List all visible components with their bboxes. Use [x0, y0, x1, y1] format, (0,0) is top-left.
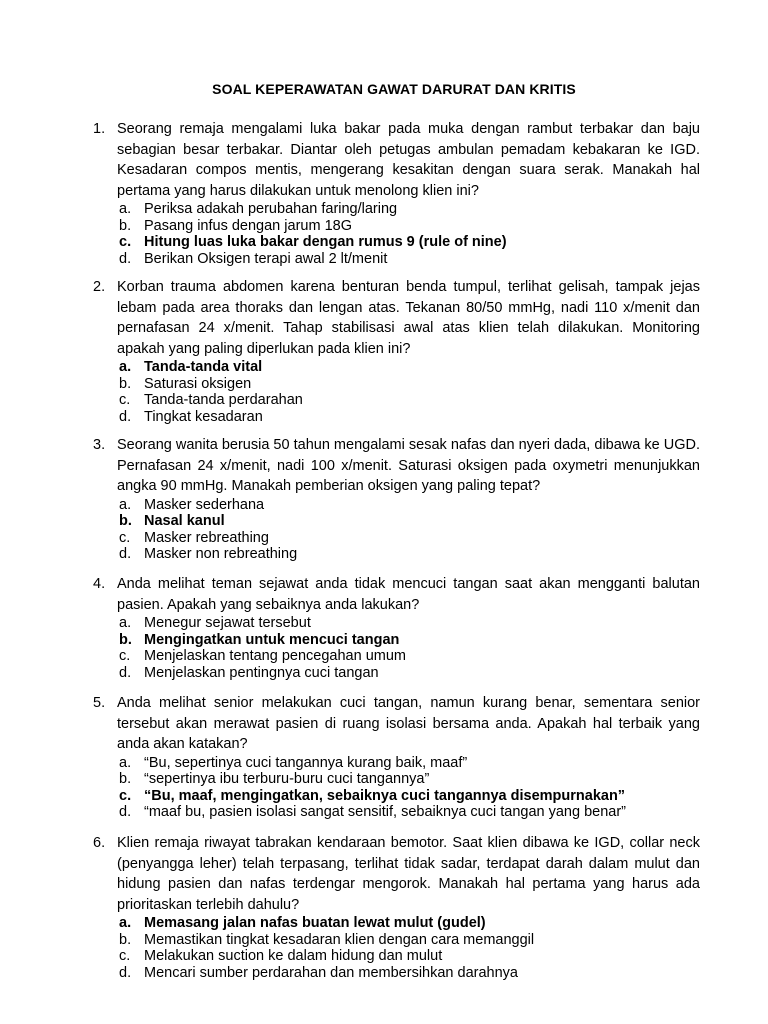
option-a — [119, 497, 700, 514]
option-letter: a. — [119, 915, 132, 931]
option-letter: a. — [119, 359, 132, 375]
option-c — [119, 788, 700, 805]
answer-options — [119, 915, 700, 981]
option-letter: b. — [119, 631, 132, 648]
option-letter: d. — [119, 408, 132, 425]
option-text: Masker rebreathing — [144, 529, 269, 546]
option-text: Menegur sejawat tersebut — [144, 615, 311, 631]
option-text: Masker sederhana — [144, 496, 265, 513]
option-letter: c. — [119, 529, 131, 546]
option-c — [119, 234, 700, 251]
option-text: Berikan Oksigen terapi awal 2 lt/menit — [144, 250, 388, 267]
answer-options — [119, 359, 700, 425]
option-letter: d. — [119, 964, 132, 981]
option-letter: d. — [119, 804, 132, 820]
question-text: Seorang remaja mengalami luka bakar pada muka dengan rambut terbakar dan baju sebagian besar terbakar. Diantar oleh petugas ambulan pemadam kebakaran ke IGD. Kesadaran compos mentis, mengerang kesakitan dengan suara serak. Manakah hal pertama yang harus dilakukan untuk menolong klien ini? — [117, 121, 700, 199]
option-text: Pasang infus dengan jarum 18G — [144, 217, 352, 234]
option-letter: c. — [119, 392, 131, 408]
option-text: “sepertinya ibu terburu-buru cuci tangannya” — [144, 771, 430, 787]
option-a — [119, 615, 700, 632]
option-text: “Bu, sepertinya cuci tangannya kurang baik, maaf” — [144, 754, 468, 771]
option-letter: d. — [119, 250, 132, 267]
question-number: 6. — [93, 835, 106, 851]
question-text: Klien remaja riwayat tabrakan kendaraan bemotor. Saat klien dibawa ke IGD, collar neck (penyangga leher) telah terpasang, terlihat tidak sadar, terdapat darah dalam mulut dan hidung pasien dan nafas terdengar mengorok. Manakah hal pertama yang harus ada prioritaskan terlebih dahulu? — [117, 835, 700, 913]
option-letter: c. — [119, 648, 131, 664]
option-b — [119, 218, 700, 235]
option-text: Periksa adakah perubahan faring/laring — [144, 201, 398, 217]
question-text: Anda melihat senior melakukan cuci tangan, namun kurang benar, sementara senior tersebut akan merawat pasien di ruang isolasi bersama anda. Apakah hal terbaik yang anda akan katakan? — [117, 695, 700, 752]
option-d — [119, 965, 700, 982]
option-text: Nasal kanul — [144, 513, 225, 529]
option-text: Masker non rebreathing — [144, 546, 298, 562]
option-text: Hitung luas luka bakar dengan rumus 9 (rule of nine) — [144, 234, 507, 250]
option-a — [119, 201, 700, 218]
question-5 — [93, 693, 700, 821]
option-text: Mengingatkan untuk mencuci tangan — [144, 631, 400, 648]
option-text: Memasang jalan nafas buatan lewat mulut (gudel) — [144, 915, 486, 931]
option-letter: d. — [119, 664, 132, 681]
option-text: “Bu, maaf, mengingatkan, sebaiknya cuci tangannya disempurnakan” — [144, 787, 626, 804]
option-text: Menjelaskan tentang pencegahan umum — [144, 648, 406, 664]
option-b — [119, 771, 700, 788]
answer-options — [119, 615, 700, 681]
question-4 — [93, 574, 700, 681]
option-letter: a. — [119, 201, 132, 217]
option-b — [119, 376, 700, 393]
option-text: Memastikan tingkat kesadaran klien dengan cara memanggil — [144, 931, 535, 948]
answer-options — [119, 201, 700, 267]
option-c — [119, 530, 700, 547]
option-letter: d. — [119, 546, 132, 562]
option-text: Melakukan suction ke dalam hidung dan mulut — [144, 948, 443, 964]
option-letter: c. — [119, 787, 132, 804]
answer-options — [119, 497, 700, 563]
option-letter: b. — [119, 375, 132, 392]
option-letter: b. — [119, 513, 132, 529]
option-d — [119, 546, 700, 563]
question-number: 1. — [93, 121, 106, 137]
option-d — [119, 804, 700, 821]
option-text: Tingkat kesadaran — [144, 408, 263, 425]
option-letter: a. — [119, 754, 132, 771]
option-letter: b. — [119, 217, 132, 234]
question-text: Anda melihat teman sejawat anda tidak mencuci tangan saat akan mengganti balutan pasien. Apakah yang sebaiknya anda lakukan? — [117, 576, 700, 613]
option-b — [119, 632, 700, 649]
question-number: 5. — [93, 695, 106, 711]
question-text: Seorang wanita berusia 50 tahun mengalami sesak nafas dan nyeri dada, dibawa ke UGD. Pernafasan 24 x/menit, nadi 100 x/menit. Saturasi oksigen pada oxymetri menunjukkan angka 90 mmHg. Manakah pemberian oksigen yang paling tepat? — [117, 437, 700, 494]
question-number: 4. — [93, 576, 106, 592]
option-letter: c. — [119, 948, 131, 964]
option-c — [119, 392, 700, 409]
question-number: 2. — [93, 279, 106, 295]
option-text: Saturasi oksigen — [144, 375, 252, 392]
option-b — [119, 513, 700, 530]
option-a — [119, 755, 700, 772]
question-6 — [93, 833, 700, 981]
option-text: Menjelaskan pentingnya cuci tangan — [144, 664, 379, 681]
option-letter: c. — [119, 234, 132, 250]
option-text: Tanda-tanda vital — [144, 359, 263, 375]
question-2 — [93, 277, 700, 425]
option-letter: b. — [119, 931, 132, 948]
page-title: SOAL KEPERAWATAN GAWAT DARURAT DAN KRITIS — [212, 81, 576, 97]
question-text: Korban trauma abdomen karena benturan benda tumpul, terlihat gelisah, tampak jejas lebam pada area thoraks dan lengan atas. Tekanan 80/50 mmHg, nadi 110 x/menit dan pernafasan 24 x/menit. Tahap stabilisasi awal atas klien telah dilakukan. Monitoring apakah yang paling diperlukan pada klien ini? — [117, 279, 700, 357]
option-d — [119, 409, 700, 426]
option-c — [119, 648, 700, 665]
option-letter: a. — [119, 615, 132, 631]
option-text: “maaf bu, pasien isolasi sangat sensitif, sebaiknya cuci tangan yang benar” — [144, 804, 627, 820]
question-3 — [93, 435, 700, 563]
option-b — [119, 932, 700, 949]
option-a — [119, 915, 700, 932]
question-1 — [93, 119, 700, 267]
option-letter: b. — [119, 771, 132, 787]
answer-options — [119, 755, 700, 821]
option-d — [119, 665, 700, 682]
option-text: Tanda-tanda perdarahan — [144, 392, 303, 408]
option-c — [119, 948, 700, 965]
option-letter: a. — [119, 496, 132, 513]
question-number: 3. — [93, 437, 106, 453]
option-a — [119, 359, 700, 376]
option-text: Mencari sumber perdarahan dan membersihkan darahnya — [144, 964, 518, 981]
option-d — [119, 251, 700, 268]
